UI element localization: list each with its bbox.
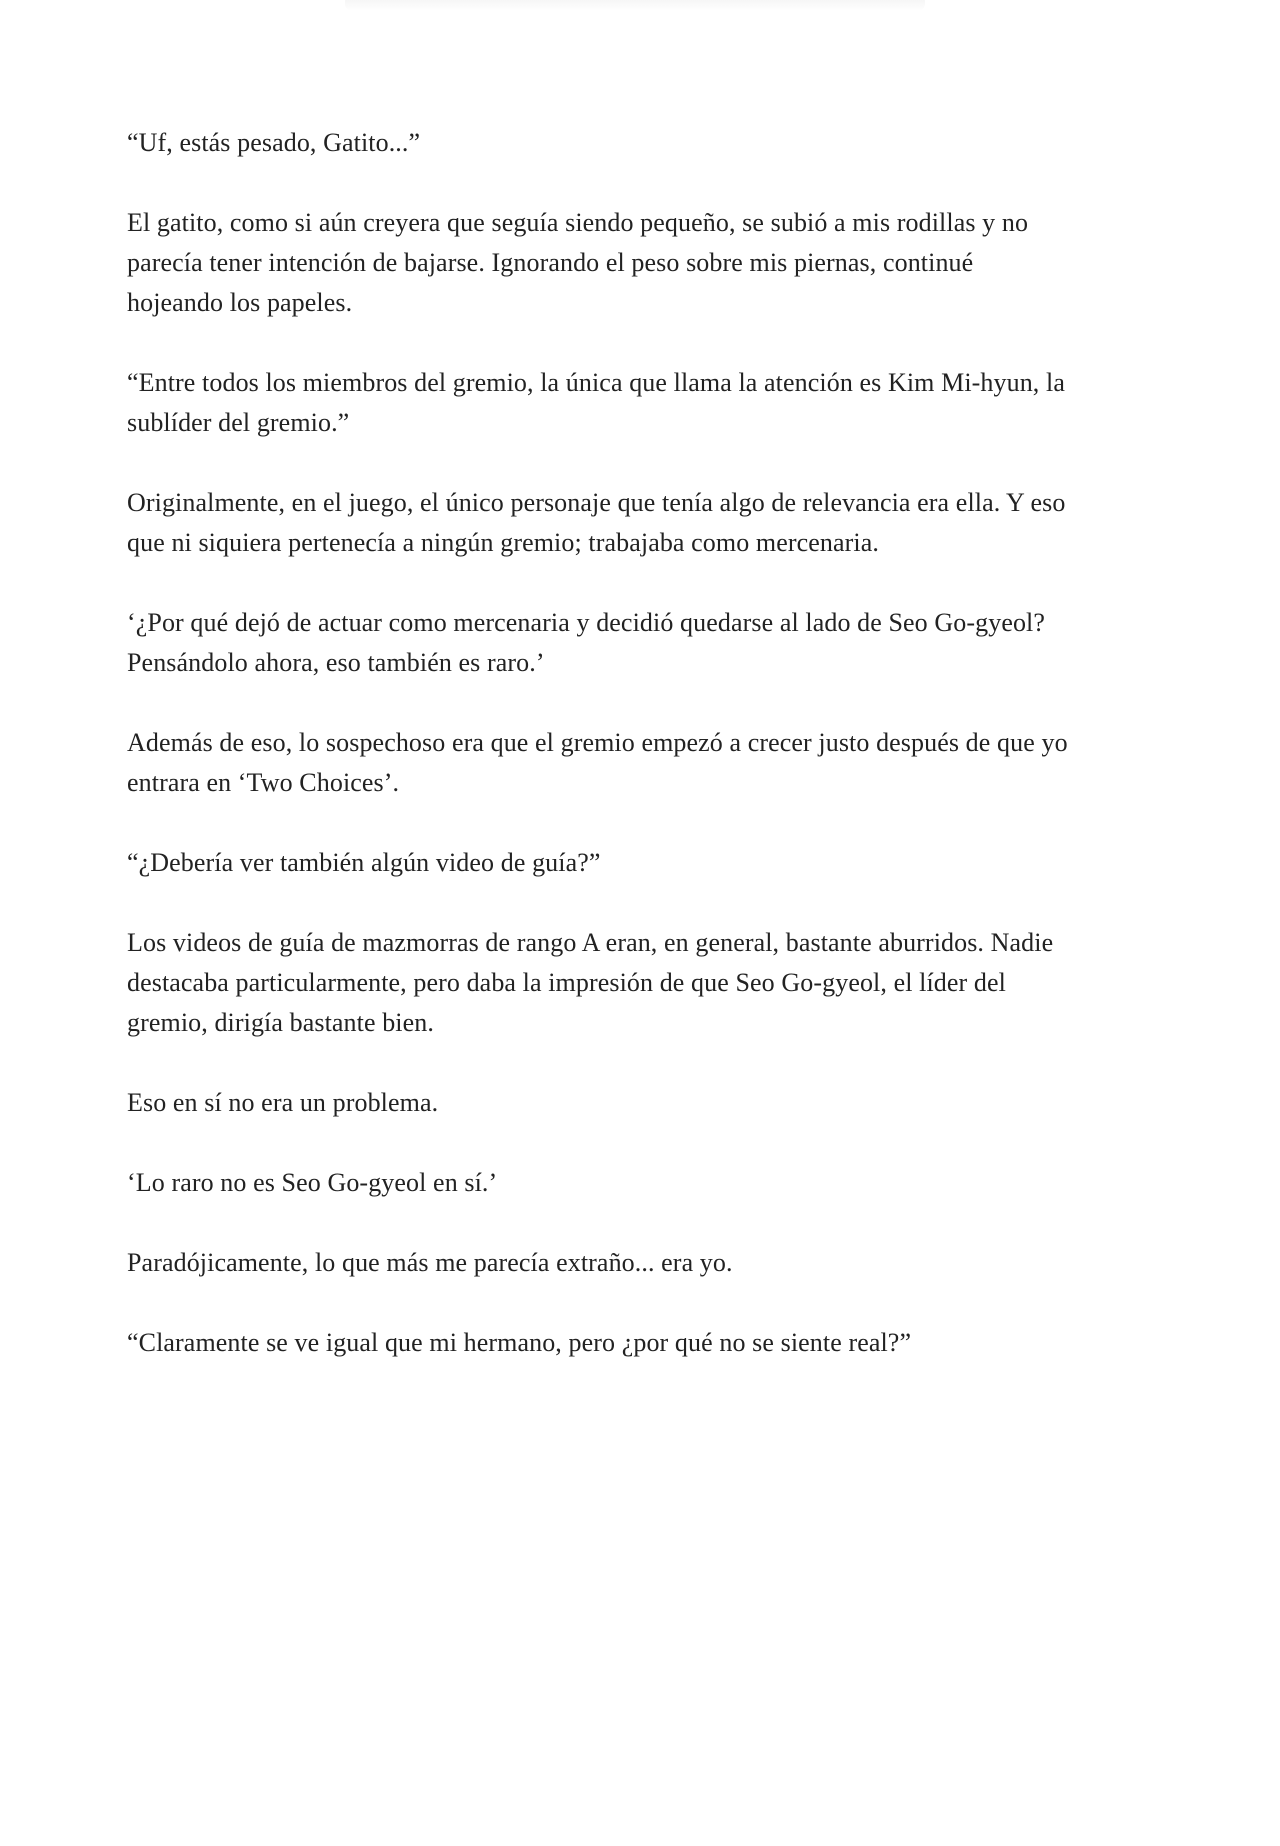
text-line: que ni siquiera pertenecía a ningún gremio; trabajaba como mercenaria. [127, 528, 879, 557]
text-line: hojeando los papeles. [127, 288, 353, 317]
text-line: “Uf, estás pesado, Gatito...” [127, 128, 421, 157]
paragraph [127, 603, 1167, 683]
text-line: destacaba particularmente, pero daba la impresión de que Seo Go-gyeol, el líder del [127, 968, 1006, 997]
paragraph [127, 843, 1167, 883]
paragraph [127, 1163, 1167, 1203]
text-line: Paradójicamente, lo que más me parecía extraño... era yo. [127, 1248, 733, 1277]
text-line: ‘Lo raro no es Seo Go-gyeol en sí.’ [127, 1168, 498, 1197]
text-line: Pensándolo ahora, eso también es raro.’ [127, 648, 545, 677]
text-line: “Claramente se ve igual que mi hermano, pero ¿por qué no se siente real?” [127, 1328, 912, 1357]
document-body [127, 123, 1167, 1403]
text-line: sublíder del gremio.” [127, 408, 350, 437]
text-line: Originalmente, en el juego, el único personaje que tenía algo de relevancia era ella. Y eso [127, 488, 1066, 517]
paragraph [127, 1083, 1167, 1123]
text-line: entrara en ‘Two Choices’. [127, 768, 400, 797]
text-line: Además de eso, lo sospechoso era que el gremio empezó a crecer justo después de que yo [127, 728, 1068, 757]
paragraph [127, 363, 1167, 443]
paragraph [127, 723, 1167, 803]
text-line: ‘¿Por qué dejó de actuar como mercenaria y decidió quedarse al lado de Seo Go-gyeol? [127, 608, 1046, 637]
text-line: gremio, dirigía bastante bien. [127, 1008, 434, 1037]
paragraph [127, 923, 1167, 1043]
paragraph [127, 1243, 1167, 1283]
text-line: El gatito, como si aún creyera que seguía siendo pequeño, se subió a mis rodillas y no [127, 208, 1029, 237]
text-line: parecía tener intención de bajarse. Ignorando el peso sobre mis piernas, continué [127, 248, 974, 277]
text-line: “¿Debería ver también algún video de guía?” [127, 848, 601, 877]
paragraph [127, 483, 1167, 563]
top-shadow-bar [345, 0, 925, 10]
paragraph [127, 1323, 1167, 1363]
paragraph [127, 123, 1167, 163]
text-line: “Entre todos los miembros del gremio, la única que llama la atención es Kim Mi-hyun, la [127, 368, 1065, 397]
text-line: Eso en sí no era un problema. [127, 1088, 439, 1117]
paragraph [127, 203, 1167, 323]
text-line: Los videos de guía de mazmorras de rango A eran, en general, bastante aburridos. Nadie [127, 928, 1054, 957]
